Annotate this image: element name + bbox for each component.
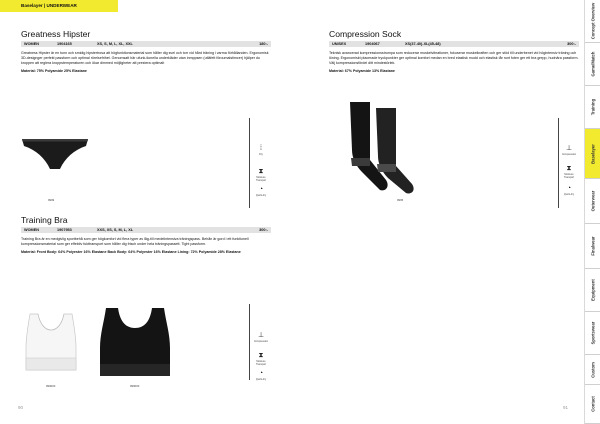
product-greatness-hipster (21, 29, 271, 74)
compression-sock-image (344, 100, 420, 196)
product-sizes: XS, S, M, L, XL, XXL (97, 42, 133, 46)
product-title: Training Bra (21, 215, 68, 225)
moisture-transport-icon: ⧗ (258, 168, 264, 175)
tab-baselayer[interactable]: Baselayer (585, 129, 600, 179)
page-number-left: 90 (18, 405, 24, 410)
sock-art-number: 9995 (397, 198, 404, 202)
product-code: 1904165 (57, 42, 72, 46)
feature-divider (558, 118, 559, 208)
product-title: Greatness Hipster (21, 29, 91, 39)
feature-quick-dry: ◔ Quick-dry (252, 370, 270, 381)
product-info-bar (21, 41, 271, 47)
product-sizes: XXS, XS, S, M, L, XL (97, 228, 134, 232)
quick-dry-icon: ◔ (258, 370, 264, 377)
product-description: Training Bra är en medgivlig sportbehå som ger högkomfort vid flera typer av låg-till medelintensiva träningspass. Behån är gord i ett funktionell kompressionsmaterial som ger effektiv fukttransport som håller dig frisch under hela träningspassett. Tight passform. (21, 237, 249, 246)
product-sizes: XS(37-40)-XL(45-48) (405, 42, 441, 46)
product-title: Compression Sock (329, 29, 402, 39)
product-training-bra (21, 215, 271, 255)
compression-icon: ⊥ (565, 145, 573, 152)
hipster-art-number: 9999 (48, 198, 55, 202)
bra-white-art-number: 999000 (46, 384, 56, 388)
feature-compression: ⊥ Compression (561, 145, 577, 156)
tab-training[interactable]: Training (585, 86, 600, 129)
product-price: 300:- (567, 42, 576, 46)
breadcrumb: Baselayer | UNDERWEAR (0, 0, 118, 12)
product-description: Teknisk avancerad kompressionsstrumpa som reducerar muskelvibrationer, fokuserar muskelkraften och ger stöd till underbenet vid högintensiv träning och löning. Ergonomiskt placerade tryckpunkter ger optimal komfort medan en bred elastisk mudd och elastisk tår runt foten ger ett bra grepp, hudnära passform. Välj kompressionsfördel ditt mindestörlek. (329, 51, 579, 65)
product-info-bar (21, 227, 271, 233)
product-info-bar (329, 41, 579, 47)
compression-icon: ⊥ (257, 332, 265, 339)
product-description: Greatness Hipster är en tunn och smidig hipstertrosa att högfunktionsmaterial som håller dig svel och torr vid hård träning i varma förhållanden. Ergonomisk 3D-designger perfekt passform och optimal rörelsefrihet. Genomsatt här ufunk-tionella underkläder utan inmppsen (utläfett föroumalstimcer) hjälper du kroppen att reglera kroppstemperaturen och ökar dimmed möjligheter att prestera optimalt (21, 51, 269, 65)
product-compression-sock (329, 29, 579, 74)
product-code: 1907953 (57, 228, 72, 232)
feature-compression: ⊥ Compression (253, 332, 269, 343)
tab-equipment[interactable]: Equipment (585, 269, 600, 312)
product-material: Material: Front Body: 64% Polyester 16% Elastane Back Body: 64% Polyester 16% Elastane Lining: 72% Polyamide 28% Elastane (21, 250, 241, 254)
page-number-right: 91 (563, 405, 569, 410)
feature-moisture-transport: ⧗ Moisture Transport (252, 352, 270, 366)
tab-outerwear[interactable]: Outerwear (585, 179, 600, 224)
product-material: Material: 67% Polyamide 13% Elastane (329, 69, 395, 73)
product-code: 1904067 (365, 42, 380, 46)
product-material: Material: 75% Polyamide 25% Elastane (21, 69, 87, 73)
feature-divider (249, 304, 250, 380)
hipster-image (20, 136, 90, 172)
bra-white-image (20, 312, 82, 374)
tab-sportswear[interactable]: Sportswear (585, 312, 600, 355)
product-price: 300:- (259, 228, 268, 232)
section-sidebar (585, 0, 600, 424)
quick-dry-icon: ◔ (566, 185, 572, 192)
feature-moisture-transport: ⧗ Moisture Transport (560, 165, 578, 179)
product-gender: WOMEN (24, 42, 39, 46)
tab-game-match[interactable]: Game/Match (585, 43, 600, 86)
feature-dry: ⁞ Dry (252, 145, 270, 156)
feature-moisture-transport: ⧗ Moisture Transport (252, 168, 270, 182)
dry-icon: ⁞ (260, 145, 262, 152)
feature-quick-dry: ◔ Quick-dry (560, 185, 578, 196)
product-gender: UNISEX (332, 42, 347, 46)
tab-concept-overview[interactable]: Concept Overview (585, 0, 600, 43)
bra-black-image (96, 306, 174, 380)
bra-black-art-number: 999000 (130, 384, 140, 388)
feature-quick-dry: ◔ Quick-dry (252, 186, 270, 197)
moisture-transport-icon: ⧗ (566, 165, 572, 172)
quick-dry-icon: ◔ (258, 186, 264, 193)
moisture-transport-icon: ⧗ (258, 352, 264, 359)
product-price: 180:- (259, 42, 268, 46)
feature-divider (249, 118, 250, 208)
tab-custom[interactable]: Custom (585, 355, 600, 385)
tab-contact[interactable]: Contact (585, 385, 600, 424)
product-gender: WOMEN (24, 228, 39, 232)
tab-finalwear[interactable]: Finalwear (585, 224, 600, 269)
